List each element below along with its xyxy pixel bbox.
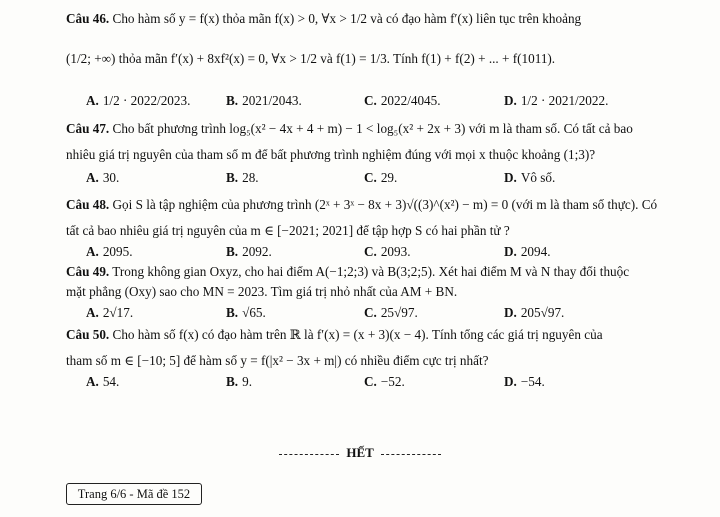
- question-text: nhiêu giá trị nguyên của tham số m để bất phương trình nghiệm đúng với mọi x thuộc khoảng (1;3)?: [66, 147, 596, 162]
- question-48-options: [86, 243, 706, 261]
- question-text: tham số m ∈ [−10; 5] để hàm số y = f(|x² − 3x + m|) có nhiều điểm cực trị nhất?: [66, 353, 489, 368]
- question-number: Câu 50.: [66, 327, 110, 342]
- option-d[interactable]: D. 205√97.: [504, 305, 565, 320]
- question-text: tất cả bao nhiêu giá trị nguyên của m ∈ [−2021; 2021] để tập hợp S có hai phần tử ?: [66, 223, 510, 238]
- divider: [279, 454, 339, 455]
- question-47-line-1: [66, 120, 706, 138]
- option-a[interactable]: A. 2095.: [86, 244, 133, 259]
- question-47-options: [86, 169, 706, 187]
- option-b[interactable]: B. 28.: [226, 170, 259, 185]
- question-text: Trong không gian Oxyz, cho hai điểm A(−1;2;3) và B(3;2;5). Xét hai điểm M và N thay đổi thuộc: [112, 264, 630, 279]
- question-text: Cho hàm số f(x) có đạo hàm trên ℝ là f′(x) = (x + 3)(x − 4). Tính tổng các giá trị nguyên của: [112, 327, 603, 342]
- question-number: Câu 49.: [66, 264, 110, 279]
- question-number: Câu 46.: [66, 11, 110, 26]
- end-mark-text: HẾT: [346, 445, 374, 460]
- question-number: Câu 47.: [66, 121, 110, 136]
- option-d[interactable]: D. Vô số.: [504, 170, 556, 185]
- option-d[interactable]: D. 1/2 · 2021/2022.: [504, 93, 609, 108]
- option-c[interactable]: C. 29.: [364, 170, 398, 185]
- question-46-options: [86, 92, 706, 110]
- question-50-line-2: [66, 352, 706, 370]
- option-a[interactable]: A. 2√17.: [86, 305, 134, 320]
- question-text: Cho hàm số y = f(x) thỏa mãn f(x) > 0, ∀x > 1/2 và có đạo hàm f′(x) liên tục trên khoảng: [112, 11, 582, 26]
- option-d[interactable]: D. 2094.: [504, 244, 551, 259]
- question-49-line-1: [66, 263, 706, 281]
- question-49-line-2: [66, 283, 706, 301]
- option-a[interactable]: A. 30.: [86, 170, 120, 185]
- end-mark: [0, 445, 720, 461]
- option-a[interactable]: A. 1/2 · 2022/2023.: [86, 93, 191, 108]
- option-b[interactable]: B. 2092.: [226, 244, 272, 259]
- option-b[interactable]: B. 9.: [226, 374, 252, 389]
- page-footer: Trang 6/6 - Mã đề 152: [66, 483, 202, 505]
- question-text: mặt phẳng (Oxy) sao cho MN = 2023. Tìm giá trị nhỏ nhất của AM + BN.: [66, 284, 458, 299]
- option-c[interactable]: C. −52.: [364, 374, 405, 389]
- option-b[interactable]: B. 2021/2043.: [226, 93, 302, 108]
- question-46-line-1: [66, 10, 706, 28]
- question-47-line-2: [66, 146, 706, 164]
- option-d[interactable]: D. −54.: [504, 374, 545, 389]
- option-a[interactable]: A. 54.: [86, 374, 120, 389]
- divider: [381, 454, 441, 455]
- option-c[interactable]: C. 2022/4045.: [364, 93, 441, 108]
- question-48-line-2: [66, 222, 706, 240]
- question-49-options: [86, 304, 706, 322]
- option-c[interactable]: C. 25√97.: [364, 305, 418, 320]
- question-text: (1/2; +∞) thỏa mãn f′(x) + 8xf²(x) = 0, ∀x > 1/2 và f(1) = 1/3. Tính f(1) + f(2) + ... + f(1011).: [66, 51, 556, 66]
- question-number: Câu 48.: [66, 197, 110, 212]
- question-50-options: [86, 373, 706, 391]
- question-50-line-1: [66, 326, 706, 344]
- option-c[interactable]: C. 2093.: [364, 244, 411, 259]
- question-46-line-2: [66, 50, 706, 68]
- option-b[interactable]: B. √65.: [226, 305, 266, 320]
- question-48-line-1: [66, 196, 706, 214]
- question-text: Cho bất phương trình log₅(x² − 4x + 4 + m) − 1 < log₅(x² + 2x + 3) với m là tham số. Có tất cả bao: [112, 121, 633, 136]
- question-text: Gọi S là tập nghiệm của phương trình (2ˣ + 3ˣ − 8x + 3)√((3)^(x²) − m) = 0 (với m là tham số thực). Có: [112, 197, 658, 212]
